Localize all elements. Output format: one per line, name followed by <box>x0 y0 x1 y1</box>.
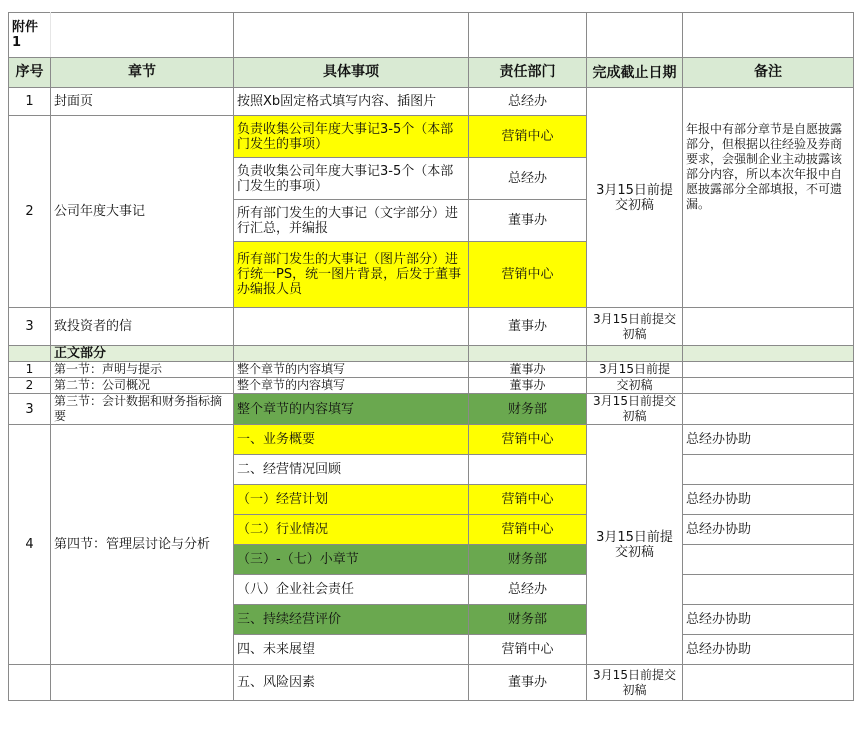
row-dept[interactable]: 董事办 <box>469 362 587 378</box>
note-text: 年报中有部分章节是自愿披露部分，但根据以往经验及券商要求，会强制企业主动披露该部分内容，所以本次年报中自愿披露部分全部填报，不可遗漏。 <box>686 122 843 211</box>
row-item[interactable]: （八）企业社会责任 <box>234 575 469 605</box>
task-table <box>8 12 854 701</box>
row-note[interactable] <box>683 308 854 346</box>
row-deadline[interactable]: 3月15日前提交初稿 <box>587 665 683 701</box>
row-chapter[interactable] <box>51 665 234 701</box>
row-note[interactable] <box>683 394 854 425</box>
empty-cell[interactable] <box>469 13 587 58</box>
row-item[interactable] <box>234 308 469 346</box>
header-item[interactable]: 具体事项 <box>234 58 469 88</box>
row-note[interactable]: 总经办协助 <box>683 425 854 455</box>
row-dept[interactable]: 财务部 <box>469 545 587 575</box>
row-item[interactable]: 所有部门发生的大事记（图片部分）进行统一PS，统一图片背景，后发于董事办编报人员 <box>234 242 469 308</box>
header-deadline-label: 完成截止日期 <box>592 64 677 81</box>
row-note[interactable] <box>683 362 854 378</box>
row-item[interactable]: 所有部门发生的大事记（文字部分）进行汇总，并编报 <box>234 200 469 242</box>
header-note[interactable]: 备注 <box>683 58 854 88</box>
row-chapter[interactable]: 致投资者的信 <box>51 308 234 346</box>
row-chapter[interactable]: 第一节：声明与提示 <box>51 362 234 378</box>
row-chapter[interactable]: 第二节：公司概况 <box>51 378 234 394</box>
row-item[interactable]: 负责收集公司年度大事记3-5个（本部门发生的事项） <box>234 158 469 200</box>
row-chapter[interactable]: 第四节：管理层讨论与分析 <box>51 425 234 665</box>
deadline-text: 3月15日前提交初稿 <box>596 182 673 213</box>
row-deadline[interactable]: 3月15日前提 <box>587 362 683 378</box>
note-merged-cell[interactable] <box>683 88 854 308</box>
row-no[interactable]: 3 <box>9 394 51 425</box>
row-note[interactable]: 总经办协助 <box>683 635 854 665</box>
row-note[interactable]: 总经办协助 <box>683 485 854 515</box>
row-note[interactable] <box>683 545 854 575</box>
row-dept[interactable]: 董事办 <box>469 308 587 346</box>
row-item[interactable]: 二、经营情况回顾 <box>234 455 469 485</box>
row-chapter[interactable]: 第三节：会计数据和财务指标摘要 <box>51 394 234 425</box>
empty-cell[interactable] <box>587 13 683 58</box>
row-dept[interactable]: 营销中心 <box>469 515 587 545</box>
row-dept[interactable]: 总经办 <box>469 158 587 200</box>
row-dept[interactable] <box>469 455 587 485</box>
row-item[interactable]: 整个章节的内容填写 <box>234 378 469 394</box>
row-deadline[interactable]: 3月15日前提交初稿 <box>587 308 683 346</box>
row-no[interactable]: 3 <box>9 308 51 346</box>
section-title[interactable]: 正文部分 <box>51 346 234 362</box>
row-item[interactable]: 三、持续经营评价 <box>234 605 469 635</box>
row-item[interactable]: 负责收集公司年度大事记3-5个（本部门发生的事项） <box>234 116 469 158</box>
row-note[interactable] <box>683 665 854 701</box>
row-no[interactable]: 1 <box>9 362 51 378</box>
row-item[interactable]: 五、风险因素 <box>234 665 469 701</box>
row-note[interactable] <box>683 455 854 485</box>
row-dept[interactable]: 财务部 <box>469 605 587 635</box>
header-no[interactable]: 序号 <box>9 58 51 88</box>
row-dept[interactable]: 董事办 <box>469 665 587 701</box>
row-note[interactable] <box>683 378 854 394</box>
row-dept[interactable]: 总经办 <box>469 88 587 116</box>
row-note[interactable]: 总经办协助 <box>683 605 854 635</box>
deadline-merged-cell[interactable] <box>587 425 683 665</box>
empty-cell[interactable] <box>51 13 234 58</box>
section-no[interactable] <box>9 346 51 362</box>
row-item[interactable]: 按照Xb固定格式填写内容、插图片 <box>234 88 469 116</box>
row-no[interactable]: 1 <box>9 88 51 116</box>
empty-cell[interactable] <box>683 13 854 58</box>
row-no[interactable] <box>9 665 51 701</box>
empty-cell[interactable] <box>587 346 683 362</box>
row-item[interactable]: （一）经营计划 <box>234 485 469 515</box>
empty-cell[interactable] <box>234 13 469 58</box>
empty-cell[interactable] <box>683 346 854 362</box>
row-deadline[interactable]: 3月15日前提交初稿 <box>587 394 683 425</box>
row-note[interactable]: 总经办协助 <box>683 515 854 545</box>
row-dept[interactable]: 营销中心 <box>469 425 587 455</box>
row-dept[interactable]: 营销中心 <box>469 635 587 665</box>
row-item[interactable]: 四、未来展望 <box>234 635 469 665</box>
header-dept[interactable]: 责任部门 <box>469 58 587 88</box>
row-dept[interactable]: 营销中心 <box>469 485 587 515</box>
row-item[interactable]: 整个章节的内容填写 <box>234 394 469 425</box>
row-item[interactable]: （三）-（七）小章节 <box>234 545 469 575</box>
row-no[interactable]: 2 <box>9 116 51 308</box>
row-deadline[interactable]: 交初稿 <box>587 378 683 394</box>
empty-cell[interactable] <box>469 346 587 362</box>
empty-cell[interactable] <box>234 346 469 362</box>
row-dept[interactable]: 董事办 <box>469 378 587 394</box>
row-item[interactable]: （二）行业情况 <box>234 515 469 545</box>
row-dept[interactable]: 财务部 <box>469 394 587 425</box>
row-dept[interactable]: 总经办 <box>469 575 587 605</box>
row-chapter[interactable]: 封面页 <box>51 88 234 116</box>
row-dept[interactable]: 营销中心 <box>469 242 587 308</box>
row-note[interactable] <box>683 575 854 605</box>
row-dept[interactable]: 营销中心 <box>469 116 587 158</box>
row-item[interactable]: 整个章节的内容填写 <box>234 362 469 378</box>
row-chapter[interactable]: 公司年度大事记 <box>51 116 234 308</box>
attachment-title: 附件1 <box>12 20 39 50</box>
attachment-title-cell[interactable] <box>9 13 51 58</box>
row-dept[interactable]: 董事办 <box>469 200 587 242</box>
header-deadline[interactable] <box>587 58 683 88</box>
row-no[interactable]: 4 <box>9 425 51 665</box>
row-no[interactable]: 2 <box>9 378 51 394</box>
header-chapter[interactable]: 章节 <box>51 58 234 88</box>
deadline-text: 3月15日前提交初稿 <box>596 529 673 560</box>
row-item[interactable]: 一、业务概要 <box>234 425 469 455</box>
deadline-merged-cell[interactable] <box>587 88 683 308</box>
